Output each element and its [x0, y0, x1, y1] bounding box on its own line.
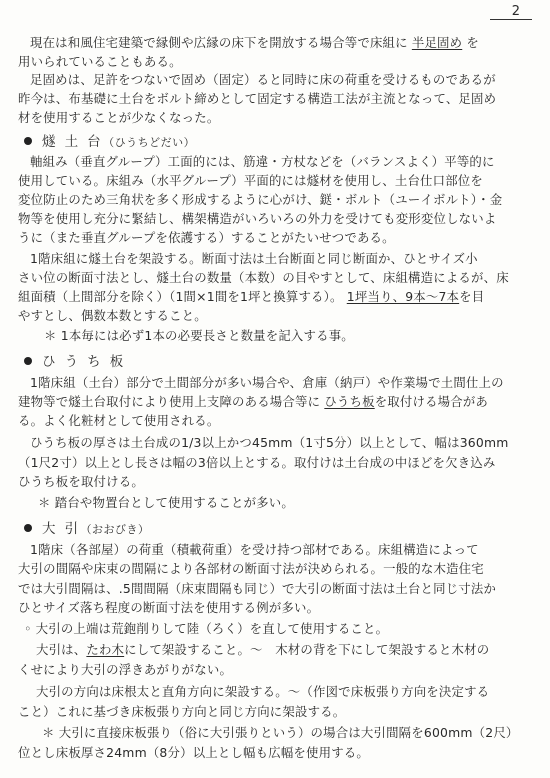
bullet-icon [24, 357, 32, 365]
intro-line-4: 昨今は、布基礎に土台をボルト締めとして固定する構造工法が主流となって、足固め [18, 91, 497, 106]
bullet-icon [24, 137, 32, 145]
hiuchidodai-line-8: 組面積（上間部分を除く）（1間×1間を1坪と換算する）。 1坪当り、9本〜7本を目 [18, 289, 485, 304]
hiuchidodai-line-2: 使用している。床組み（水平グループ）平面的には燧材を使用し、土台仕口部位を [18, 173, 483, 188]
section-heading-hiuchidodai: 燧 土 台（ひうちどだい） [24, 133, 195, 152]
obiki-line-5: ◦ 大引の上端は荒鉋削りして陸（ろく）を直して使用すること。 [24, 621, 389, 636]
page-number-underline [490, 19, 532, 20]
obiki-line-2: 大引の間隔や床束の間隔により各部材の断面寸法が決められる。一般的な木造住宅 [18, 561, 484, 576]
obiki-line-11: 位とし床板厚さ24mm（8分）以上とし幅も広幅を使用する。 [18, 745, 369, 760]
intro-line-3: 足固めは、足許をつないで固め（固定）ると同時に床の荷重を受けるものであるが [30, 72, 496, 87]
obiki-line-9: こと）これに基づき床板張り方向と同じ方向に架設する。 [18, 704, 346, 719]
obiki-line-4: ひとサイズ落ち程度の断面寸法を使用する例が多い。 [18, 600, 320, 615]
intro-line-5: 材を使用することが少なくなった。 [18, 110, 220, 125]
underlined-term: 半足固め [411, 35, 463, 50]
hiuchiita-line-2: 建物等で燧土台取付により使用上支障のある場合等に ひうち板を取付ける場合があ [18, 394, 489, 409]
underlined-term: ひうち板 [324, 394, 375, 409]
hiuchidodai-line-7: さい位の断面寸法とし、燧土台の数量（本数）の目やすとして、床組構造によるが、床 [18, 270, 509, 285]
obiki-line-8: 大引の方向は床根太と直角方向に架設する。〜（作図で床板張り方向を決定する [36, 684, 490, 699]
hiuchidodai-line-3: 変位防止のため三角状を多く形成するように心がけ、鎹・ボルト（ユーイボルト）・金 [18, 192, 503, 207]
hiuchiita-line-6: ひうち板を取付ける。 [18, 474, 144, 489]
obiki-line-7: くせにより大引の浮きあがりがない。 [18, 662, 233, 677]
obiki-line-10: ＊ 大引に直接床板張り（俗に大引張りという）の場合は大引間隔を600mm（2尺） [42, 725, 519, 740]
hiuchidodai-note: ＊ 1本毎には必ず1本の必要長さと数量を記入する事。 [44, 328, 354, 343]
hiuchiita-line-4: ひうち板の厚さは土台成の1/3以上かつ45mm（1寸5分）以上として、幅は360mm [30, 435, 509, 450]
obiki-line-1: 1階床（各部屋）の荷重（積載荷重）を受け持つ部材である。床組構造によって [30, 542, 479, 557]
obiki-line-6: 大引は、たわ木にして架設すること。〜 木材の背を下にして架設すると木材の [36, 642, 490, 657]
hiuchiita-line-5: （1尺2寸）以上とし長さは幅の3倍以上とする。取付けは土台成の中ほどを欠き込み [18, 455, 496, 470]
section-heading-hiuchiita: ひ う ち 板 [24, 353, 126, 371]
section-heading-obiki: 大 引（おおびき） [24, 520, 150, 539]
hiuchidodai-line-4: 物等を使用し充分に緊結し、構架構造がいろいろの外力を受けても変形変位しないよ [18, 211, 497, 226]
page-number: 2 [511, 4, 520, 19]
hiuchiita-line-1: 1階床組（土台）部分で土間部分が多い場合や、倉庫（納戸）や作業場で土間仕上の [30, 375, 504, 390]
hiuchidodai-line-6: 1階床組に燧土台を架設する。断面寸法は土台断面と同じ断面か、ひとサイズ小 [30, 251, 478, 266]
intro-line-2: 用いられていることもある。 [18, 54, 182, 69]
hiuchiita-line-3: る。よく化粧材として使用される。 [18, 413, 220, 428]
bullet-icon [24, 524, 32, 532]
underlined-term: たわ木 [86, 642, 125, 657]
hiuchidodai-line-9: やすとし、偶数本数とすること。 [18, 308, 207, 323]
intro-line-1: 現在は和風住宅建築で縁側や広縁の床下を開放する場合等で床組に 半足固め を [30, 35, 479, 50]
underlined-term: 1坪当り、9本〜7本 [346, 289, 460, 304]
hiuchiita-note: ＊ 踏台や物置台として使用することが多い。 [38, 495, 294, 510]
obiki-line-3: では大引間隔は、.5間間隔（床束間隔も同じ）で大引の断面寸法は土台と同じ寸法か [18, 581, 497, 596]
hiuchidodai-line-1: 軸組み（垂直グループ）工面的には、筋違・方杖などを（バランスよく）平等的に [30, 154, 495, 169]
hiuchidodai-line-5: うに（また垂直グループを依護する）することがたいせつである。 [18, 230, 395, 245]
